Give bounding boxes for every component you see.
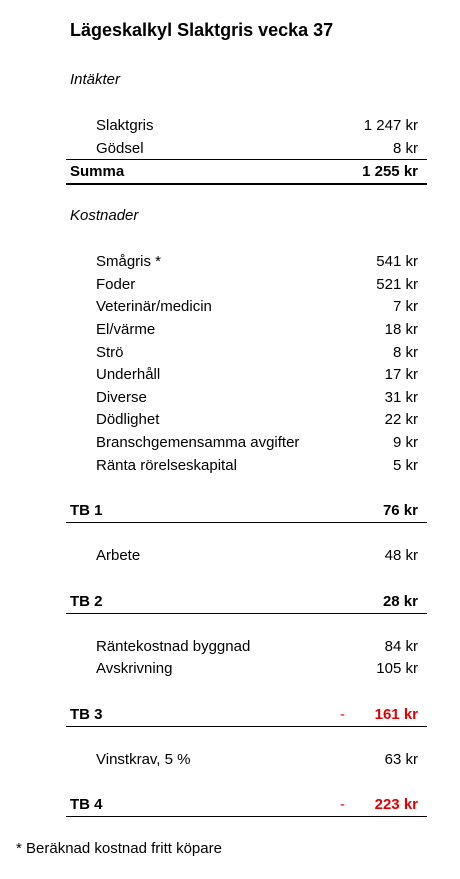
tb1-label: TB 1 <box>70 502 103 519</box>
cost-row-value: 5 kr <box>392 457 418 474</box>
profit-label: Vinstkrav, 5 % <box>96 751 191 768</box>
tb1-value: 76 kr <box>382 502 418 519</box>
footnote: * Beräknad kostnad fritt köpare <box>16 840 222 857</box>
cost-row-value: 22 kr <box>384 411 418 428</box>
tb4-label: TB 4 <box>70 796 103 813</box>
capital-row-label: Räntekostnad byggnad <box>96 638 251 655</box>
cost-row-value: 8 kr <box>392 344 418 361</box>
income-row-value: 8 kr <box>392 140 418 157</box>
income-heading: Intäkter <box>70 71 121 88</box>
cost-row-value: 17 kr <box>384 366 418 383</box>
divider <box>66 816 427 817</box>
divider <box>66 613 427 614</box>
divider <box>66 183 427 185</box>
divider <box>66 522 427 523</box>
tb2-label: TB 2 <box>70 593 103 610</box>
income-row-label: Slaktgris <box>96 117 154 134</box>
cost-row-value: 18 kr <box>384 321 418 338</box>
cost-row-label: Foder <box>96 276 136 293</box>
cost-row-label: Ränta rörelseskapital <box>96 457 237 474</box>
income-total-label: Summa <box>70 163 125 180</box>
tb3-label: TB 3 <box>70 706 103 723</box>
capital-row-value: 84 kr <box>384 638 418 655</box>
cost-row-label: Diverse <box>96 389 147 406</box>
cost-row-value: 521 kr <box>376 276 418 293</box>
tb2-value: 28 kr <box>382 593 418 610</box>
income-total-value: 1 255 kr <box>362 163 418 180</box>
cost-row-label: Strö <box>96 344 124 361</box>
tb4-value: 223 kr <box>374 796 418 813</box>
labor-value: 48 kr <box>384 547 418 564</box>
cost-row-value: 541 kr <box>376 253 418 270</box>
cost-row-value: 7 kr <box>392 298 418 315</box>
tb3-sign: - <box>340 706 345 723</box>
income-row-label: Gödsel <box>96 140 144 157</box>
capital-row-label: Avskrivning <box>96 660 173 677</box>
tb4-sign: - <box>340 796 345 813</box>
cost-row-label: Branschgemensamma avgifter <box>96 434 300 451</box>
cost-row-value: 9 kr <box>392 434 418 451</box>
cost-row-label: Dödlighet <box>96 411 160 428</box>
cost-row-label: Underhåll <box>96 366 161 383</box>
income-row-value: 1 247 kr <box>363 117 418 134</box>
page-title: Lägeskalkyl Slaktgris vecka 37 <box>70 20 334 40</box>
divider <box>66 159 427 160</box>
labor-label: Arbete <box>96 547 141 564</box>
capital-row-value: 105 kr <box>376 660 418 677</box>
cost-row-label: Veterinär/medicin <box>96 298 212 315</box>
profit-value: 63 kr <box>384 751 418 768</box>
costs-heading: Kostnader <box>70 207 139 224</box>
tb3-value: 161 kr <box>374 706 418 723</box>
cost-row-label: El/värme <box>96 321 156 338</box>
divider <box>66 726 427 727</box>
cost-row-value: 31 kr <box>384 389 418 406</box>
cost-row-label: Smågris * <box>96 253 162 270</box>
